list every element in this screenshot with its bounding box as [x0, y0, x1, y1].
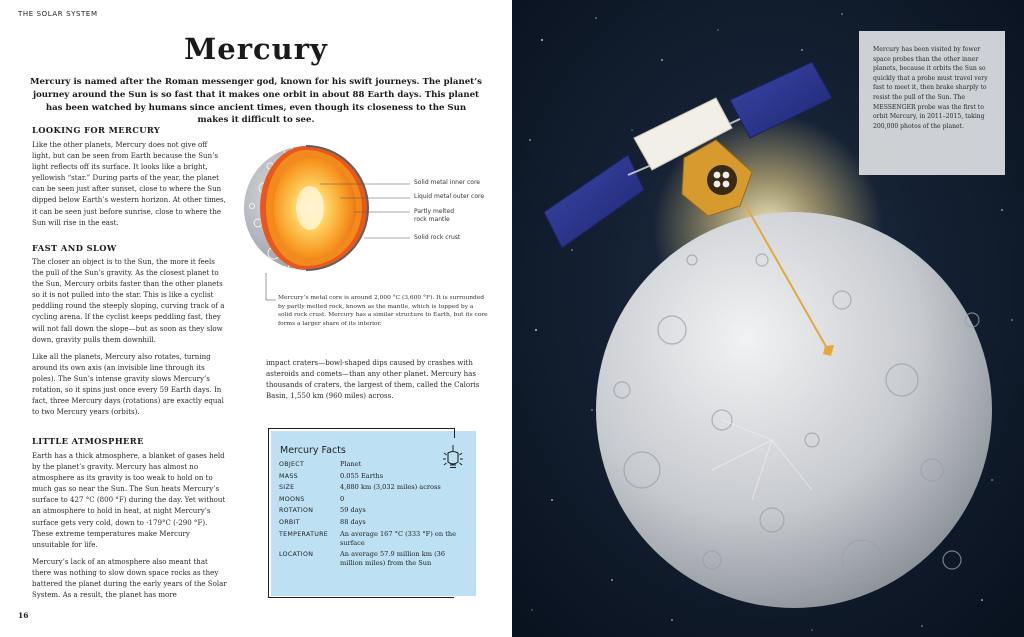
label-inner-core: Solid metal inner core	[414, 179, 481, 186]
fact-value: 0	[340, 494, 345, 503]
running-head: THE SOLAR SYSTEM	[18, 10, 98, 18]
fact-row-object	[279, 460, 469, 469]
fact-value: 0.055 Earths	[340, 471, 384, 480]
fact-row-location	[279, 550, 469, 568]
fact-label: ORBIT	[279, 518, 300, 526]
fact-row-temperature	[279, 530, 469, 548]
fact-row-rotation	[279, 506, 469, 515]
fact-row-size	[279, 483, 469, 492]
sidebar-text: Mercury has been visited by fewer space probes than the other inner planets, because it orbits the Sun so quickly that a probe must travel very fast to meet it, then brake sharply to resist the pull of the Sun. The MESSENGER probe was the first to orbit Mercury, in 2011–2015, taking 200,000 photos of the planet.	[873, 46, 988, 130]
fact-label: OBJECT	[279, 461, 305, 468]
text-impact-craters: impact craters—bowl-shaped dips caused by crashes with asteroids and comets—than any other planet. Mercury has thousands of craters, the largest of them, called the Caloris Basin, 1,550 km (960 miles) across.	[266, 358, 480, 401]
text-fast-and-slow-1: The closer an object is to the Sun, the more it feels the pull of the Sun’s gravity. As the closest planet to the Sun, Mercury orbits faster than the other planets so it is not pulled into the star. This is like a cyclist peddling round the steeply sloping, curving track of a cycling arena. If the cyclist keeps peddling fast, they will not fall down the slope—but as soon as they slow down, gravity pulls them downhill.	[32, 257, 225, 344]
diagram-caption: Mercury’s metal core is around 2,000 °C (3,600 °F). It is surrounded by partly melted rock, known as the mantle, which is topped by a solid rock crust. Mercury has a similar structure to Earth, but its core forms a larger share of its interior.	[278, 295, 488, 327]
fact-label: TEMPERATURE	[279, 530, 329, 538]
mercury-facts-box	[268, 428, 476, 598]
heading-fast-and-slow: FAST AND SLOW	[32, 243, 117, 253]
fact-label: LOCATION	[279, 551, 314, 559]
fact-value: 4,880 km (3,032 miles) across	[340, 483, 441, 492]
fact-label: MOONS	[279, 495, 305, 503]
text-fast-and-slow-2: Like all the planets, Mercury also rotates, turning around its own axis (an invisible line through its poles). The Sun’s intense gravity slows Mercury’s rotation, so it spins just once every 59 Earth days. In fact, three Mercury days (rotations) are exactly equal to two Mercury years (orbits).	[32, 352, 224, 417]
label-mantle: Partly melted rock mantle	[414, 208, 455, 223]
fact-value: An average 57.9 million km (36 million miles) from the Sun	[340, 550, 446, 568]
right-page	[512, 0, 1024, 637]
page-title: Mercury	[184, 32, 328, 66]
mercury-planet	[596, 212, 992, 608]
mercury-cross-section-diagram	[244, 128, 504, 308]
fact-row-orbit	[279, 518, 469, 527]
label-crust: Solid rock crust	[414, 234, 461, 241]
heading-little-atmosphere: LITTLE ATMOSPHERE	[32, 436, 144, 446]
fact-label: MASS	[279, 472, 298, 480]
text-little-atmosphere-2: Mercury’s lack of an atmosphere also meant that there was nothing to slow down space rocks as they battered the planet during the early years of the Solar System. As a result, the planet has more	[32, 557, 227, 600]
page-number: 16	[18, 611, 29, 620]
fact-label: ROTATION	[279, 507, 314, 515]
facts-table	[279, 460, 469, 571]
fact-value: 88 days	[340, 517, 366, 526]
intro-paragraph: Mercury is named after the Roman messenger god, known for his swift journeys. The planet’s journey around the Sun is so fast that it makes one orbit in about 88 Earth days. This planet has been watched by humans since ancient times, even though its closeness to the Sun makes it difficult to see.	[30, 77, 482, 126]
fact-label: SIZE	[279, 484, 295, 492]
fact-value: An average 167 °C (333 °F) on the surface	[340, 529, 456, 547]
fact-row-moons	[279, 495, 469, 504]
fact-row-mass	[279, 472, 469, 481]
heading-looking-for-mercury: LOOKING FOR MERCURY	[32, 125, 161, 135]
text-little-atmosphere-1: Earth has a thick atmosphere, a blanket of gases held by the planet’s gravity. Mercury has almost no atmosphere as its gravity is too weak to hold on to much gas so near the Sun. The Sun heats Mercury’s surface to 427 °C (800 °F) during the day. Yet without an atmosphere to hold in heat, at night Mercury’s surface gets very cold, down to -179°C (-290 °F). These extreme temperatures make Mercury unsuitable for life.	[32, 451, 226, 549]
sidebar-box	[859, 31, 1005, 175]
label-outer-core: Liquid metal outer core	[414, 193, 485, 200]
fact-value: Planet	[340, 460, 362, 468]
facts-title: Mercury Facts	[280, 445, 346, 456]
fact-value: 59 days	[340, 506, 366, 515]
text-looking-for-mercury: Like the other planets, Mercury does not give off light, but can be seen from Earth because the Sun’s light reflects off its surface. It looks like a bright, yellowish “star.” During parts of the year, the planet can be seen just after sunset, close to where the Sun dipped below Earth’s western horizon. At other times, it can be seen just before sunrise, close to where the Sun will rise in the east.	[32, 140, 226, 227]
